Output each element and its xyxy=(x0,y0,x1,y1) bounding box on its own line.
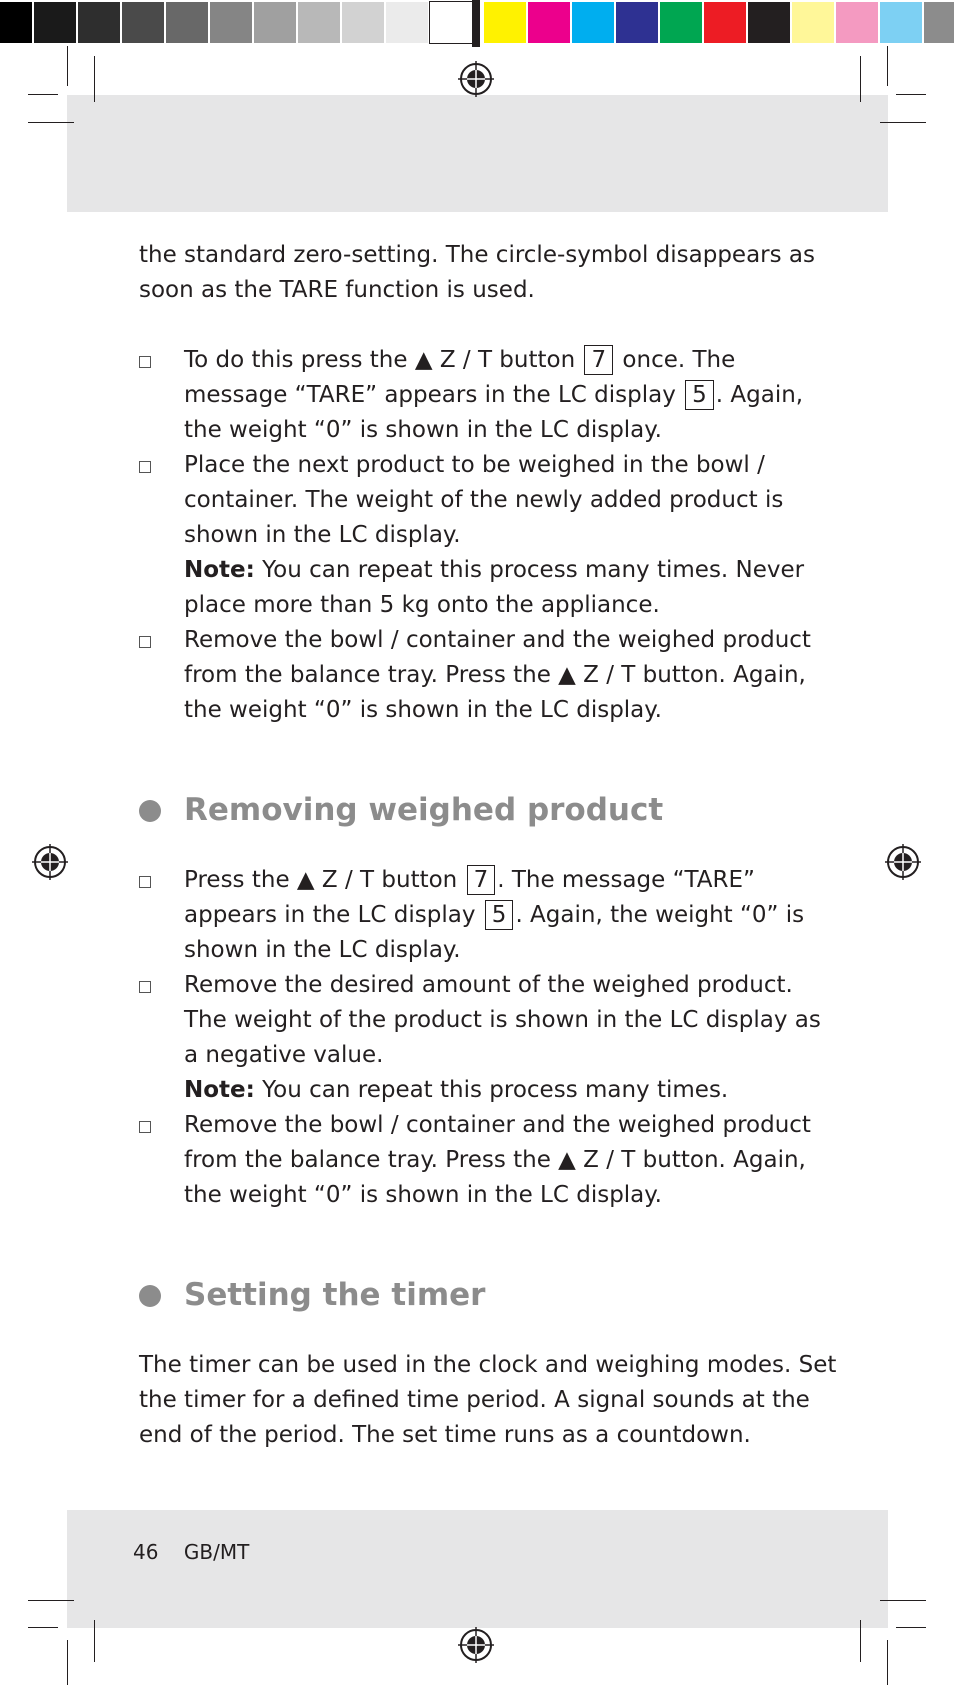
color-bar-separator xyxy=(472,0,480,47)
registration-mark-icon xyxy=(32,844,68,880)
color-swatch xyxy=(122,2,164,43)
list-item: Press the ▲ Z / T button 7 . The message “TARE” appears in the LC display 5 . Again, the weight “0” is shown in the LC display. xyxy=(139,863,839,968)
header-panel xyxy=(67,95,888,212)
color-swatch xyxy=(660,2,702,43)
crop-mark-bottom-right-vertical xyxy=(887,1640,888,1685)
color-swatch xyxy=(210,2,252,43)
note-label: Note: xyxy=(184,557,255,583)
reference-number: 7 xyxy=(467,865,496,895)
list-item: Remove the bowl / container and the weighed product from the balance tray. Press the ▲ Z / T button. Again, the weight “0” is shown in the LC display. xyxy=(139,623,839,728)
checkbox-square-icon xyxy=(139,356,151,368)
list-item: Place the next product to be weighed in the bowl / container. The weight of the newly added product is shown in the LC display. Note: You can repeat this process many times. Never place more than 5 kg onto the appliance. xyxy=(139,448,839,623)
color-swatch xyxy=(166,2,208,43)
reference-number: 7 xyxy=(584,345,613,375)
color-swatch xyxy=(386,2,428,43)
section-heading-timer: Setting the timer xyxy=(139,1275,839,1315)
page-content xyxy=(139,238,839,1453)
crop-mark-bottom-left-horizontal-inner xyxy=(28,1627,58,1628)
page-number: 46 xyxy=(133,1540,159,1564)
intro-paragraph: the standard zero-setting. The circle-symbol disappears as soon as the TARE function is used. xyxy=(139,242,815,303)
timer-paragraph: The timer can be used in the clock and weighing modes. Set the timer for a defined time period. A signal sounds at the end of the period. The set time runs as a countdown. xyxy=(139,1352,837,1448)
note-label: Note: xyxy=(184,1077,255,1103)
crop-mark-top-right-horizontal-inner xyxy=(880,122,926,123)
color-swatch xyxy=(528,2,570,43)
crop-mark-top-left-horizontal xyxy=(28,94,58,95)
registration-mark-icon xyxy=(458,1627,494,1663)
color-swatch xyxy=(430,2,472,43)
color-swatch xyxy=(78,2,120,43)
crop-mark-top-left-vertical xyxy=(67,46,68,86)
color-swatch xyxy=(298,2,340,43)
crop-mark-bottom-right-horizontal-inner xyxy=(896,1627,926,1628)
color-swatch xyxy=(836,2,878,43)
crop-mark-bottom-left-vertical xyxy=(67,1640,68,1685)
crop-mark-bottom-right-vertical-inner xyxy=(860,1620,861,1662)
filled-circle-icon xyxy=(139,1285,161,1307)
list-item: To do this press the ▲ Z / T button 7 once. The message “TARE” appears in the LC display 5 . Again, the weight “0” is shown in the LC display. xyxy=(139,343,839,448)
crop-mark-top-right-horizontal xyxy=(896,94,926,95)
locale-code: GB/MT xyxy=(183,1540,250,1564)
checkbox-square-icon xyxy=(139,981,151,993)
crop-mark-top-left-horizontal-inner xyxy=(28,122,74,123)
color-swatch xyxy=(484,2,526,43)
color-swatch xyxy=(748,2,790,43)
color-swatch xyxy=(34,2,76,43)
crop-mark-bottom-right-horizontal xyxy=(880,1600,926,1601)
checkbox-square-icon xyxy=(139,636,151,648)
checkbox-square-icon xyxy=(139,876,151,888)
list-item: Remove the desired amount of the weighed product. The weight of the product is shown in the LC display as a negative value. Note: You can repeat this process many times. xyxy=(139,968,839,1108)
footer-panel xyxy=(67,1510,888,1628)
list-item: Remove the bowl / container and the weighed product from the balance tray. Press the ▲ Z / T button. Again, the weight “0” is shown in the LC display. xyxy=(139,1108,839,1213)
removing-steps-list xyxy=(139,863,839,1213)
section-heading-removing: Removing weighed product xyxy=(139,790,839,830)
reference-number: 5 xyxy=(685,380,714,410)
crop-mark-top-left-vertical-inner xyxy=(94,56,95,102)
color-swatch xyxy=(0,2,32,43)
color-swatch xyxy=(254,2,296,43)
note-text: You can repeat this process many times. xyxy=(254,1077,729,1103)
tare-steps-list xyxy=(139,343,839,728)
color-swatch xyxy=(924,2,954,43)
crop-mark-bottom-left-vertical-inner xyxy=(94,1620,95,1662)
registration-mark-icon xyxy=(885,844,921,880)
color-swatch xyxy=(616,2,658,43)
crop-mark-top-right-vertical-inner xyxy=(860,56,861,102)
color-swatch xyxy=(880,2,922,43)
color-swatch xyxy=(572,2,614,43)
checkbox-square-icon xyxy=(139,1121,151,1133)
filled-circle-icon xyxy=(139,800,161,822)
color-swatch xyxy=(792,2,834,43)
reference-number: 5 xyxy=(485,900,514,930)
crop-mark-top-right-vertical xyxy=(887,46,888,86)
page-footer xyxy=(133,1538,249,1566)
color-swatch xyxy=(342,2,384,43)
note-text: You can repeat this process many times. Never place more than 5 kg onto the appliance. xyxy=(184,557,805,618)
color-swatch xyxy=(704,2,746,43)
crop-mark-bottom-left-horizontal xyxy=(28,1600,74,1601)
checkbox-square-icon xyxy=(139,461,151,473)
color-calibration-bar xyxy=(0,0,954,44)
registration-mark-icon xyxy=(458,61,494,97)
